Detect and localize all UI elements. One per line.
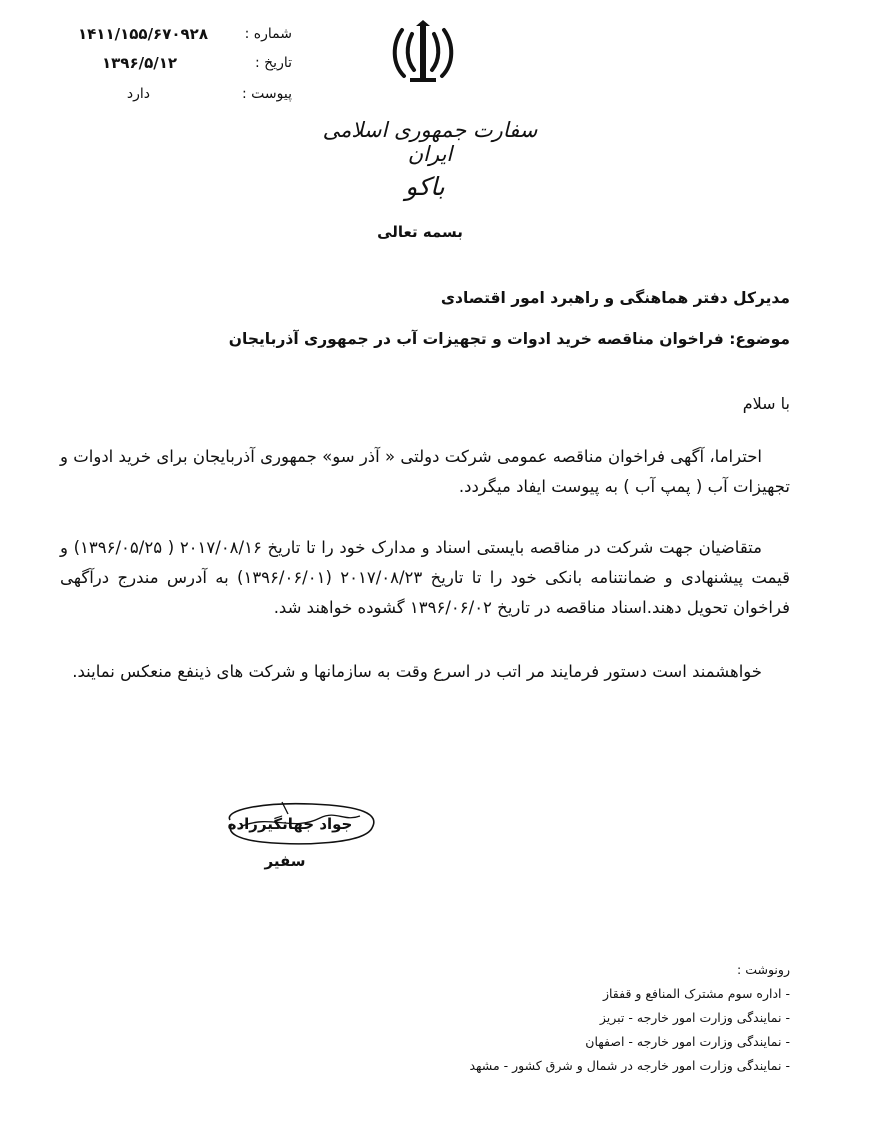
cc-item: - اداره سوم مشترک المنافع و قفقاز xyxy=(602,986,790,1001)
invocation: بسمه تعالی xyxy=(377,223,463,241)
city-name: باکو xyxy=(405,172,445,201)
attachment-value: دارد xyxy=(126,86,150,102)
signatory-title: سفیر xyxy=(264,852,306,870)
attachment-label: پیوست : xyxy=(242,86,292,102)
subject-line: موضوع: فراخوان مناقصه خرید ادوات و تجهیزات آب در جمهوری آذربایجان xyxy=(228,330,790,348)
cc-item: - نمایندگی وزارت امور خارجه - تبریز xyxy=(599,1010,790,1025)
number-label: شماره : xyxy=(244,26,292,42)
date-label: تاریخ : xyxy=(254,55,292,71)
body-paragraph-3: خواهشمند است دستور فرمایند مر اتب در اسرع وقت به سازمانها و شرکت های ذینفع منعکس نمایند. xyxy=(72,662,762,681)
number-value: ۱۴۱۱/۱۵۵/۶۷۰۹۲۸ xyxy=(78,25,208,43)
cc-block xyxy=(420,958,790,1078)
body-paragraph-2: متقاضیان جهت شرکت در مناقصه بایستی اسناد و مدارک خود را تا تاریخ ۲۰۱۷/۰۸/۱۶ ( ۱۳۹۶/۰۵/۲۵) و قیمت پیشنهادی و ضمانتنامه بانکی خود را تا تاریخ ۲۰۱۷/۰۸/۲۳ (۱۳۹۶/۰۶/۰۱) به آدرس مندرج درآگهی فراخوان تحویل دهند.اسناد مناقصه در تاریخ ۱۳۹۶/۰۶/۰۲ گشوده خواهند شد. xyxy=(60,538,791,617)
date-value: ۱۳۹۶/۵/۱۲ xyxy=(102,54,178,72)
body-paragraph-1: احتراما، آگهی فراخوان مناقصه عمومی شرکت دولتی « آذر سو» جمهوری آذربایجان برای خرید ادوات و تجهیزات آب ( پمپ آب ) به پیوست ایفاد میگردد. xyxy=(60,447,790,496)
cc-label: رونوشت : xyxy=(737,962,790,977)
cc-item: - نمایندگی وزارت امور خارجه در شمال و شرق کشور - مشهد xyxy=(469,1058,790,1073)
signatory-name: جواد جهانگیرزاده xyxy=(227,815,353,833)
embassy-name: سفارت جمهوری اسلامی ایران xyxy=(322,118,538,166)
national-emblem-icon xyxy=(388,18,458,88)
greeting: با سلام xyxy=(742,394,790,413)
addressee: مدیرکل دفتر هماهنگی و راهبرد امور اقتصادی xyxy=(440,289,790,307)
cc-item: - نمایندگی وزارت امور خارجه - اصفهان xyxy=(585,1034,790,1049)
